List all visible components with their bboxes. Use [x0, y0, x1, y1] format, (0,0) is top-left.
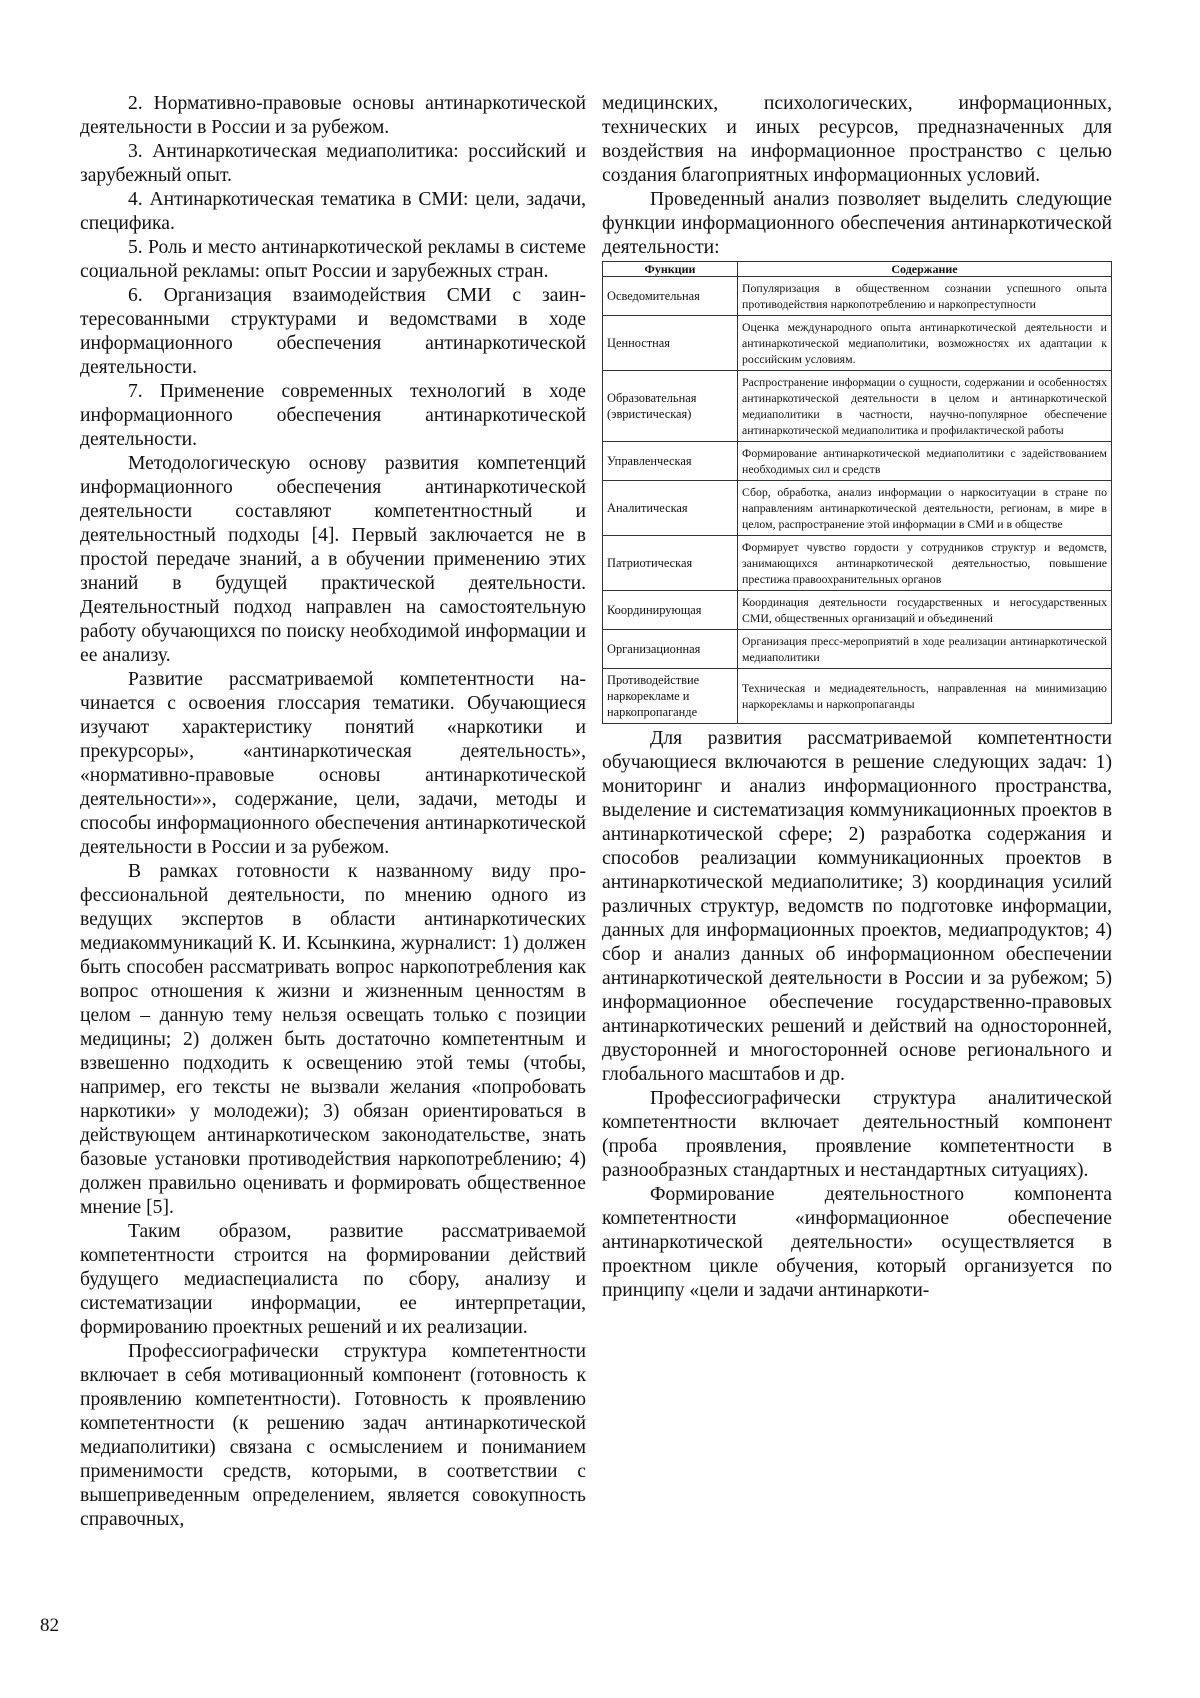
function-name: Патриотическая: [603, 536, 738, 591]
paragraph: Для развития рассматриваемой компетентности обучающиеся включаются в решение следующих задач: 1) мониторинг и анализ информационного пространства, выделение и систематизация коммуникационных проектов в антинаркотической сфере; 2) разработка содержания и способов реализации коммуникационных проектов в антинаркотической медиаполитике; 3) координация усилий различных структур, ведомств по подготовке информации, данных для информационных проектов, медиапродуктов; 4) сбор и анализ данных об информационном обеспечении антинаркотической деятельности в России и за рубежом; 5) информационное обеспечение государственно-правовых антинаркотических решений и действий на односторонней, двусторонней и многосторонней основе регионального и глобального масштабов и др.: [602, 728, 1112, 1085]
table-row: [603, 630, 1112, 669]
function-content: Координация деятельности государственных и негосударственных СМИ, общественных организаций и объединений: [738, 591, 1112, 630]
table-row: [603, 316, 1112, 371]
table-row: [603, 669, 1112, 724]
table-header-row: [603, 262, 1112, 277]
paragraph: Развитие рассматриваемой компетентности начинается с освоения глоссария тематики. Обучающиеся изучают характеристику понятий «наркотики и прекурсоры», «антинаркотическая деятельность», «нормативно-правовые основы антинаркотической деятельности»», содержание, цели, задачи, методы и способы информационного обеспечения антинаркотической деятельности в России и за рубежом.: [80, 669, 586, 858]
column-header-content: Содержание: [738, 262, 1112, 277]
paragraph: Проведенный анализ позволяет выделить следующие функции информационного обеспечения антинаркотической деятельности:: [602, 189, 1112, 258]
paragraph: В рамках готовности к названному виду профессиональной деятельности, по мнению одного из ведущих экспертов в области антинаркотических медиакоммуникаций К. И. Ксынкина, журналист: 1) должен быть способен рассматривать вопрос наркопотребления как вопрос отношения к жизни и жизненным ценностям в целом – данную тему нельзя освещать только с позиции медицины; 2) должен быть достаточно компетентным и взвешенно подходить к освещению этой темы (чтобы, например, его тексты не вызвали желания «попробовать наркотики» у молодежи); 3) обязан ориентироваться в действующем антинаркотическом законодательстве, знать базовые установки противодействия наркопотреблению; 4) должен правильно оценивать и формировать общественное мнение [5].: [80, 861, 586, 1218]
function-content: Сбор, обработка, анализ информации о наркоситуации в стране по направлениям антинаркотической деятельности, регионам, в мире в целом, распространение этой информации в СМИ и в обществе: [738, 481, 1112, 536]
function-content: Техническая и медиадеятельность, направленная на минимизацию наркорекламы и наркопропаганды: [738, 669, 1112, 724]
function-content: Формирование антинаркотической медиаполитики с задействованием необходимых сил и средств: [738, 442, 1112, 481]
function-name: Противодействие наркорекламе и наркопропаганде: [603, 669, 738, 724]
paragraph: 5. Роль и место антинаркотической рекламы в системе социальной рекламы: опыт России и зарубежных стран.: [80, 237, 586, 282]
function-name: Организационная: [603, 630, 738, 669]
paragraph: 4. Антинаркотическая тематика в СМИ: цели, задачи, специфика.: [80, 189, 586, 234]
table-row: [603, 371, 1112, 442]
paragraph: 6. Организация взаимодействия СМИ с заинтересованными структурами и ведомствами в ходе информационного обеспечения антинаркотической деятельности.: [80, 285, 586, 378]
function-name: Координирующая: [603, 591, 738, 630]
table-row: [603, 536, 1112, 591]
function-content: Распространение информации о сущности, содержании и особенностях антинаркотической деятельности в целом и антинаркотической медиаполитики в частности, научно-популярное обеспечение антинаркотической медиаполитика и профилактической работы: [738, 371, 1112, 442]
paragraph: Формирование деятельностного компонента компетентности «информационное обеспечение антинаркотической деятельности» осуществляется в проектном цикле обучения, который организуется по принципу «цели и задачи антинаркоти-: [602, 1184, 1112, 1301]
table-row: [603, 277, 1112, 316]
function-content: Организация пресс-мероприятий в ходе реализации антинаркотической медиаполитики: [738, 630, 1112, 669]
table-row: [603, 442, 1112, 481]
paragraph: 3. Антинаркотическая медиаполитика: российский и зарубежный опыт.: [80, 141, 586, 186]
function-content: Оценка международного опыта антинаркотической деятельности и антинаркотической медиаполитики, возможностях их адаптации к российским условиям.: [738, 316, 1112, 371]
function-content: Формирует чувство гордости у сотрудников структур и ведомств, занимающихся антинаркотической деятельностью, повышение престижа правоохранительных органов: [738, 536, 1112, 591]
functions-table: [602, 261, 1112, 724]
paragraph: 7. Применение современных технологий в ходе информационного обеспечения антинаркотической деятельности.: [80, 381, 586, 450]
paragraph: Профессиографически структура аналитической компетентности включает деятельностный компонент (проба проявления, проявление компетентности в разнообразных стандартных и нестандартных ситуациях).: [602, 1088, 1112, 1181]
right-column: [602, 92, 1112, 1303]
table-row: [603, 481, 1112, 536]
function-name: Осведомительная: [603, 277, 738, 316]
paragraph: Методологическую основу развития компетенций информационного обеспечения антинаркотической деятельности составляют компетентностный и деятельностный подходы [4]. Первый заключается не в простой передаче знаний, а в обучении применению этих знаний в будущей практической деятельности. Деятельностный подход направлен на самостоятельную работу обучающихся по поиску необходимой информации и ее анализу.: [80, 453, 586, 666]
table-row: [603, 591, 1112, 630]
page-number: 82: [40, 1615, 59, 1636]
left-column: [80, 92, 586, 1532]
function-name: Образовательная (эвристическая): [603, 371, 738, 442]
paragraph: медицинских, психологических, информационных, технических и иных ресурсов, предназначенных для воздействия на информационное пространство с целью создания благоприятных информационных условий.: [602, 93, 1112, 186]
function-name: Ценностная: [603, 316, 738, 371]
paragraph: Таким образом, развитие рассматриваемой компетентности строится на формировании действий будущего медиаспециалиста по сбору, анализу и систематизации информации, ее интерпретации, формированию проектных решений и их реализации.: [80, 1221, 586, 1338]
function-name: Аналитическая: [603, 481, 738, 536]
function-name: Управленческая: [603, 442, 738, 481]
paragraph: Профессиографически структура компетентности включает в себя мотивационный компонент (готовность к проявлению компетентности). Готовность к проявлению компетентности (к решению задач антинаркотической медиаполитики) связана с осмыслением и пониманием применимости средств, которыми, в соответствии с вышеприведенным определением, является совокупность справочных,: [80, 1341, 586, 1530]
paragraph: 2. Нормативно-правовые основы антинаркотической деятельности в России и за рубежом.: [80, 93, 586, 138]
function-content: Популяризация в общественном сознании успешного опыта противодействия наркопотреблению и наркопреступности: [738, 277, 1112, 316]
column-header-functions: Функции: [603, 262, 738, 277]
